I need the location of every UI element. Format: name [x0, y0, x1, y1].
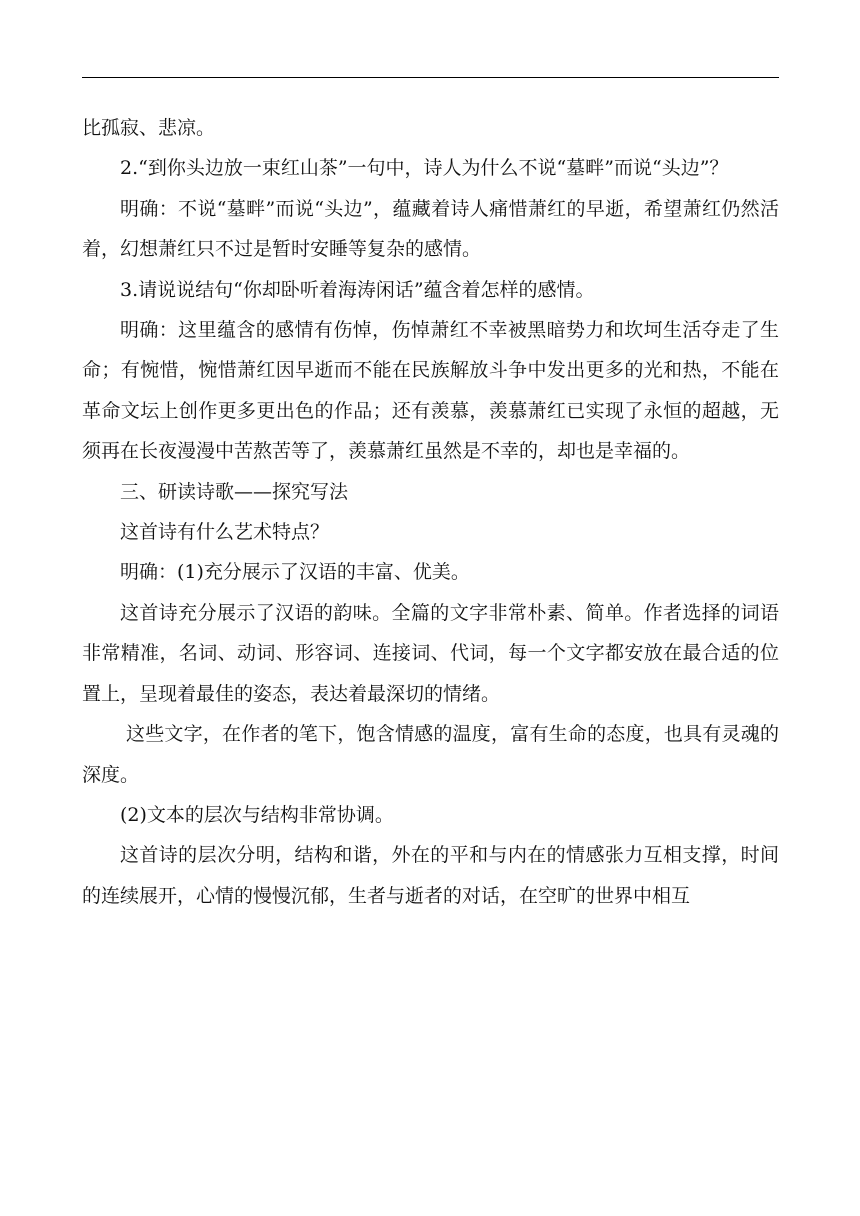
question-3: 3.请说说结句“你却卧听着海涛闲话”蕴含着怎样的感情。: [120, 278, 595, 301]
answer-3: 明确：这里蕴含的感情有伤悼，伤悼萧红不幸被黑暗势力和坎坷生活夺走了生命；有惋惜，惋惜萧红因早逝而不能在民族解放斗争中发出更多的光和热，不能在革命文坛上创作更多更出色的作品；还有羡慕，羡慕萧红已实现了永恒的超越，无须再在长夜漫漫中苦熬苦等了，羡慕萧红虽然是不幸的，却也是幸福的。: [82, 319, 779, 463]
header-rule: [82, 77, 779, 78]
answer-2: 明确：不说“墓畔”而说“头边”，蕴藏着诗人痛惜萧红的早逝，希望萧红仍然活着，幻想萧红只不过是暂时安睡等复杂的感情。: [82, 197, 779, 261]
answer-point-1: 明确：(1)充分展示了汉语的丰富、优美。: [120, 561, 470, 584]
paragraph-language: 这首诗充分展示了汉语的韵味。全篇的文字非常朴素、简单。作者选择的词语非常精准，名词、动词、形容词、连接词、代词，每一个文字都安放在最合适的位置上，呈现着最佳的姿态，表达着最深切的情绪。: [82, 601, 779, 705]
section-heading: 三、研读诗歌——探究写法: [120, 480, 349, 503]
question-2: 2.“到你头边放一束红山茶”一句中，诗人为什么不说“墓畔”而说“头边”？: [120, 157, 729, 180]
question-art-features: 这首诗有什么艺术特点？: [120, 521, 330, 544]
paragraph-continuation: 比孤寂、悲凉。: [82, 117, 216, 139]
paragraph-words-depth: 这些文字，在作者的笔下，饱含情感的温度，富有生命的态度，也具有灵魂的深度。: [82, 723, 779, 786]
answer-point-2: (2)文本的层次与结构非常协调。: [120, 803, 394, 826]
paragraph-structure: 这首诗的层次分明，结构和谐，外在的平和与内在的情感张力互相支撑，时间的连续展开，心情的慢慢沉郁，生者与逝者的对话，在空旷的世界中相互: [82, 844, 779, 907]
document-body: [82, 108, 779, 916]
